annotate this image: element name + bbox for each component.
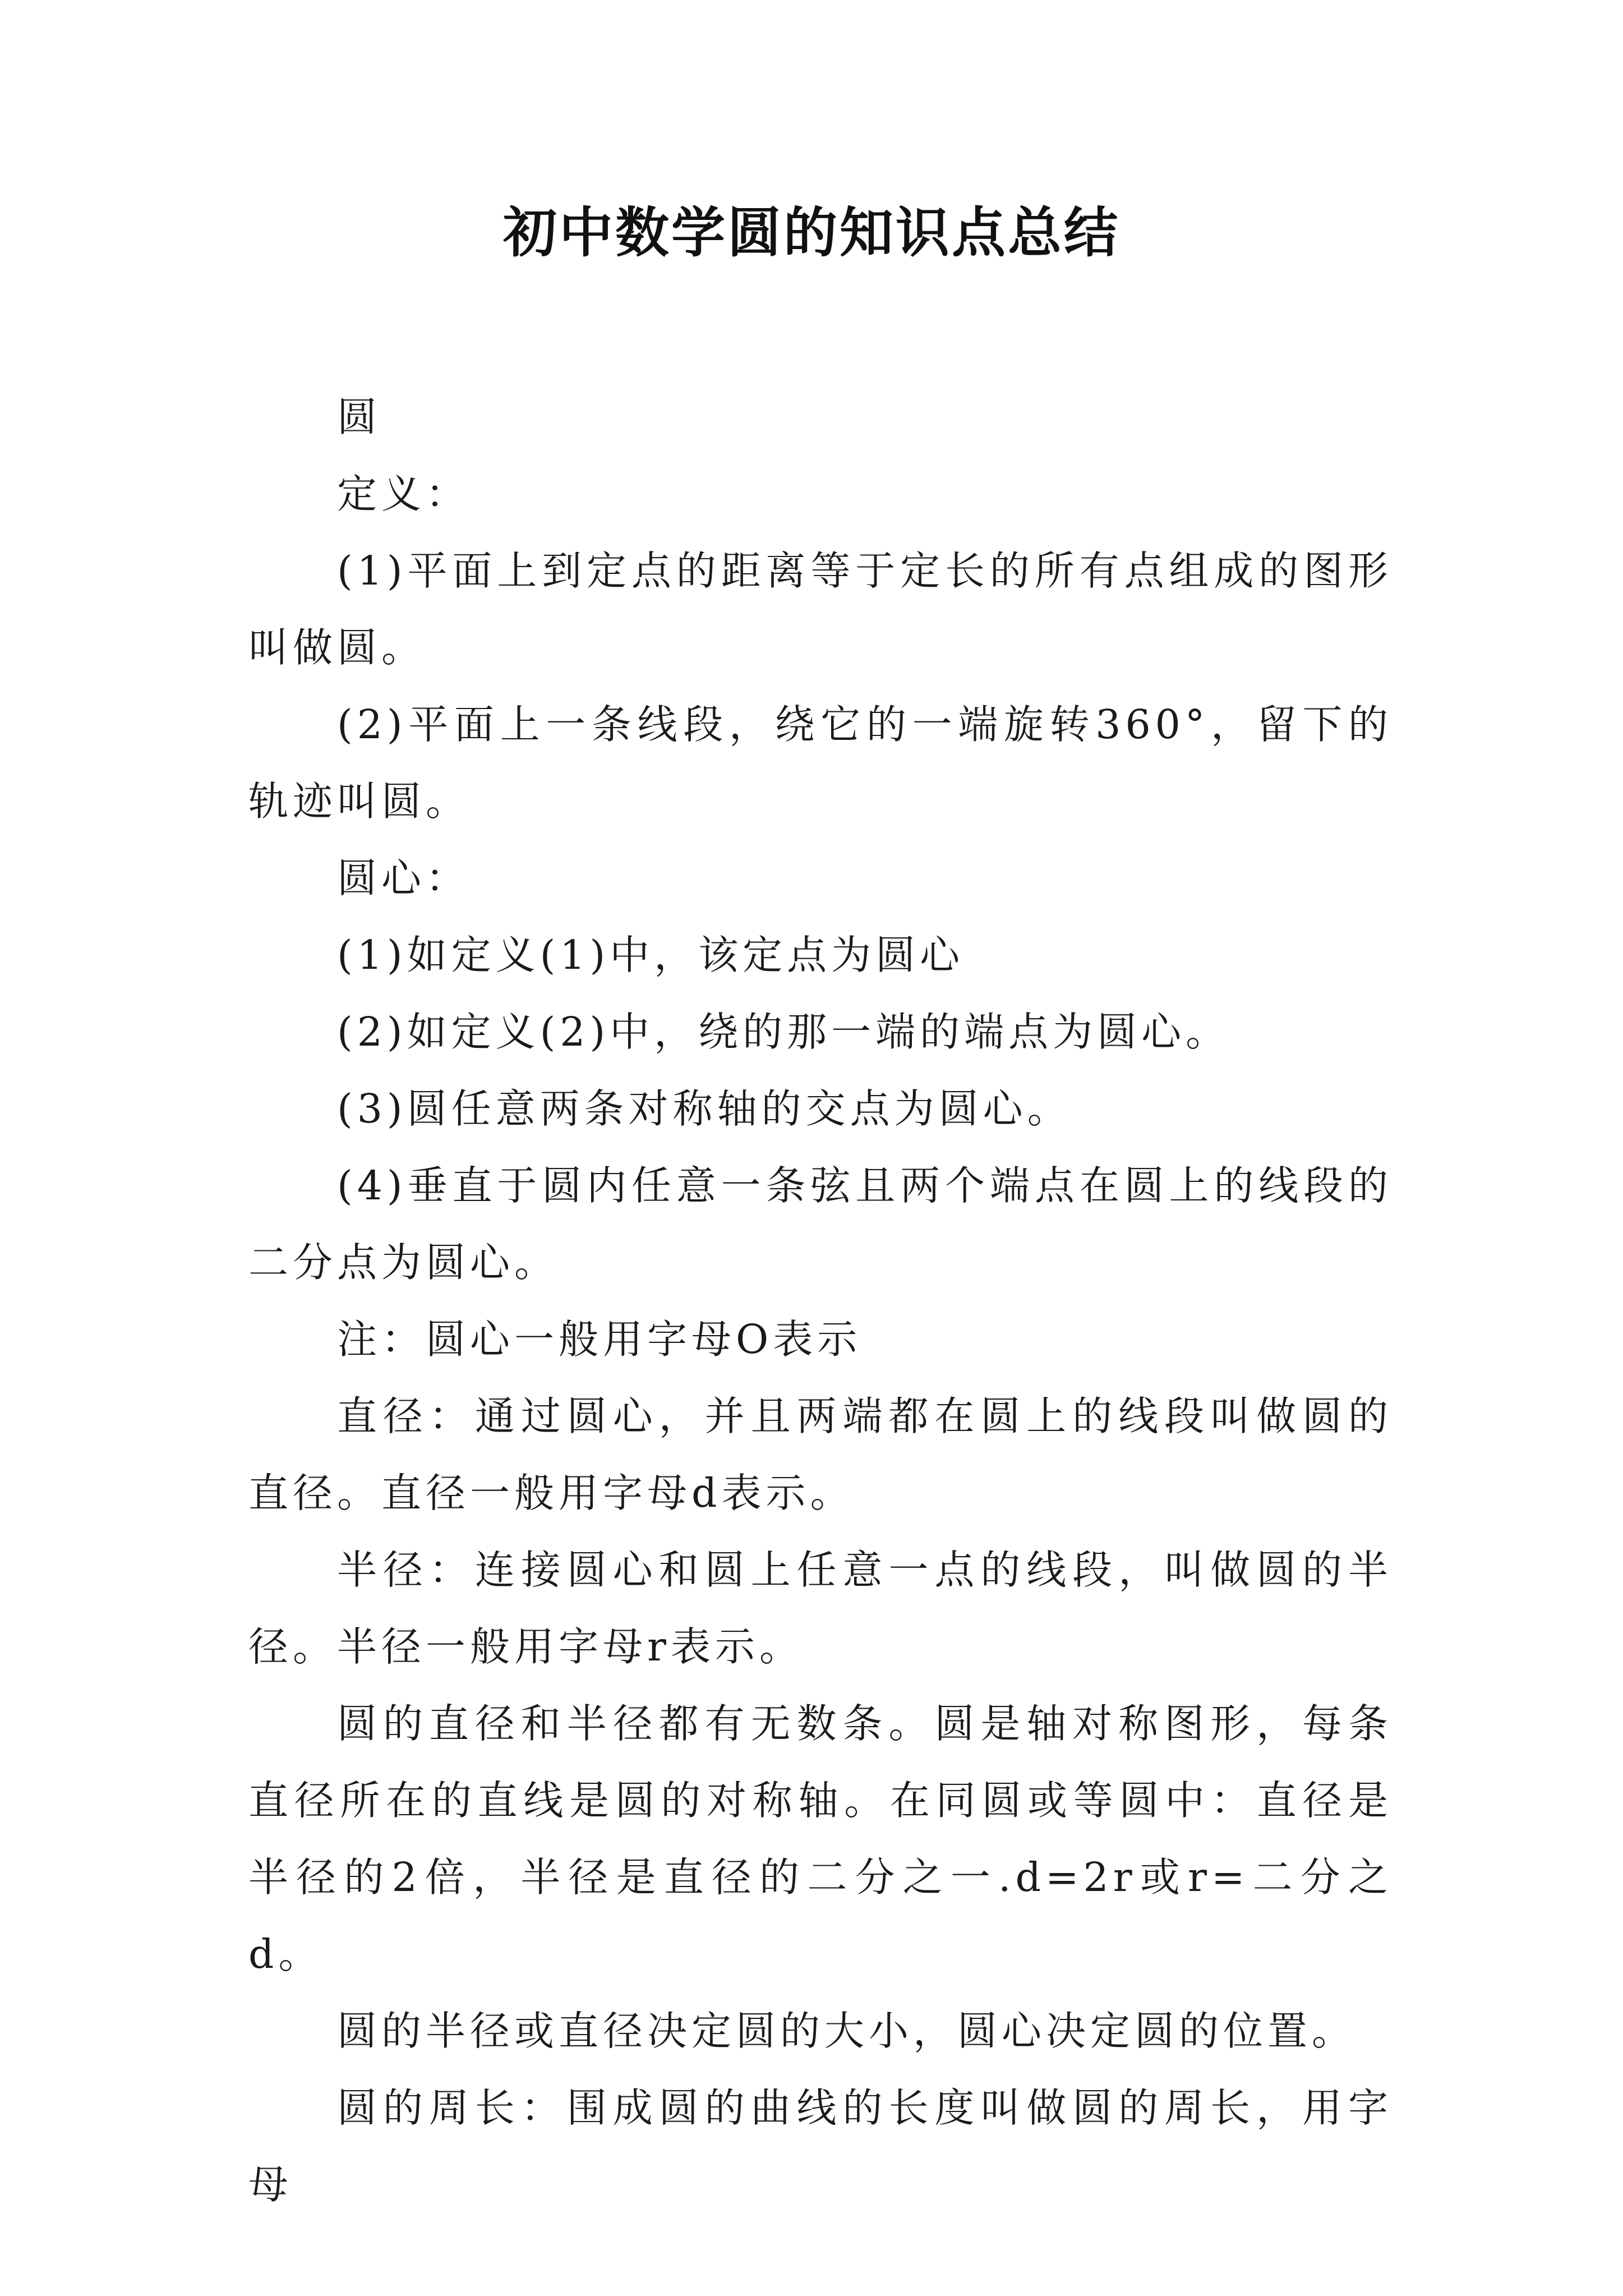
paragraph: 定义：: [337, 471, 471, 517]
paragraph: 注：圆心一般用字母O表示: [337, 1316, 862, 1363]
paragraph: (4)垂直于圆内任意一条弦且两个端点在圆上的线段的二分点为圆心。: [248, 1162, 1393, 1286]
paragraph: 圆的直径和半径都有无数条。圆是轴对称图形，每条直径所在的直线是圆的对称轴。在同圆或等圆中：直径是半径的2倍，半径是直径的二分之一.d=2r或r=二分之d。: [248, 1700, 1393, 1977]
paragraph: (2)平面上一条线段，绕它的一端旋转360°，留下的轨迹叫圆。: [248, 701, 1393, 825]
paragraph: 半径：连接圆心和圆上任意一点的线段，叫做圆的半径。半径一般用字母r表示。: [248, 1547, 1393, 1670]
paragraph: (1)平面上到定点的距离等于定长的所有点组成的图形叫做圆。: [248, 547, 1393, 671]
paragraph: 圆心：: [337, 855, 471, 901]
paragraph: (2)如定义(2)中，绕的那一端的端点为圆心。: [337, 1009, 1230, 1055]
document-body: [248, 379, 1393, 2223]
paragraph: 直径：通过圆心，并且两端都在圆上的线段叫做圆的直径。直径一般用字母d表示。: [248, 1393, 1393, 1516]
paragraph: 圆的半径或直径决定圆的大小，圆心决定圆的位置。: [337, 2008, 1357, 2054]
paragraph: (3)圆任意两条对称轴的交点为圆心。: [337, 1085, 1072, 1132]
paragraph: (1)如定义(1)中，该定点为圆心: [337, 932, 965, 978]
paragraph: 圆: [337, 394, 382, 440]
document-title: 初中数学圆的知识点总结: [503, 201, 1120, 264]
paragraph: 圆的周长：围成圆的曲线的长度叫做圆的周长，用字母: [248, 2085, 1393, 2208]
